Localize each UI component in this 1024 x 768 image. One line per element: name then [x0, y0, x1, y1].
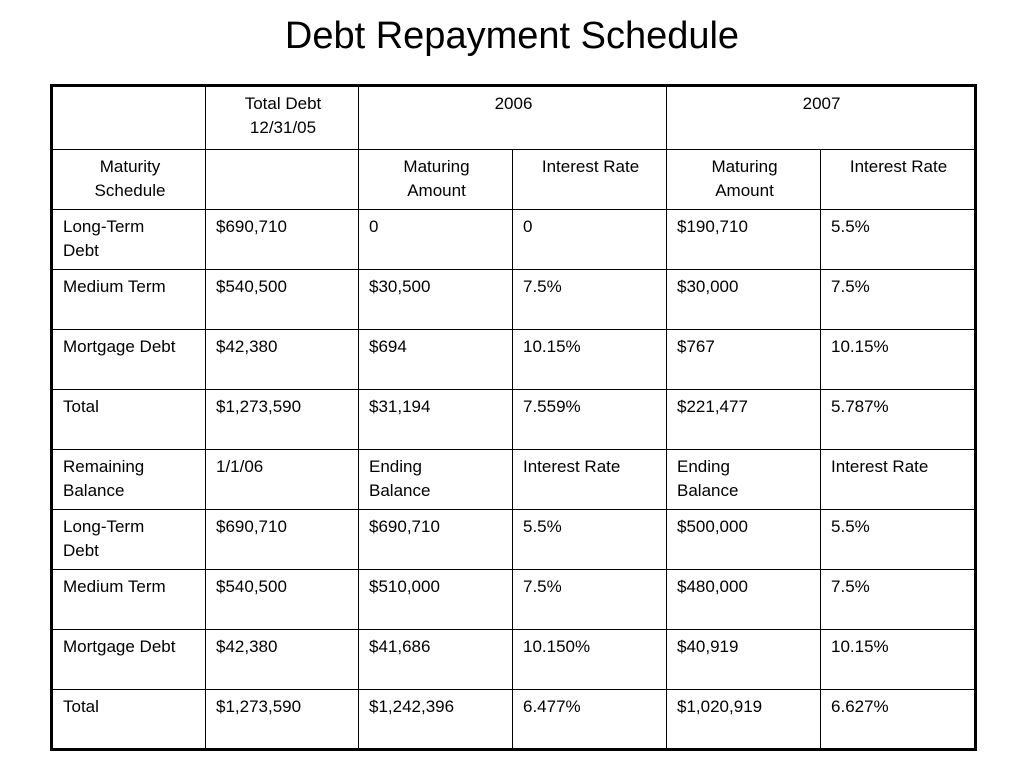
- table-row: [52, 570, 976, 630]
- empty-header-cell: [206, 150, 359, 210]
- row-label: Total: [52, 390, 206, 450]
- amount-2007-cell: $767: [667, 330, 821, 390]
- rate-2006-cell: 7.5%: [513, 270, 667, 330]
- total-debt-cell: $1,273,590: [206, 390, 359, 450]
- rate-2006-cell: 10.150%: [513, 630, 667, 690]
- slide-title: Debt Repayment Schedule: [284, 15, 740, 57]
- rate-2007-cell: 6.627%: [821, 690, 976, 750]
- rate-2006-cell: 6.477%: [513, 690, 667, 750]
- maturity-schedule-header: Maturity Schedule: [52, 150, 206, 210]
- total-debt-cell: $42,380: [206, 630, 359, 690]
- ending-2006-cell: $690,710: [359, 510, 513, 570]
- maturing-amount-2006-header: Maturing Amount: [359, 150, 513, 210]
- row-label: Mortgage Debt: [52, 330, 206, 390]
- table-row: [52, 390, 976, 450]
- maturing-amount-2007-header: Maturing Amount: [667, 150, 821, 210]
- ending-2007-cell: $40,919: [667, 630, 821, 690]
- total-debt-cell: $540,500: [206, 270, 359, 330]
- table-row: [52, 330, 976, 390]
- ending-2006-cell: $1,242,396: [359, 690, 513, 750]
- rate-2006-cell: 7.5%: [513, 570, 667, 630]
- total-debt-header: [206, 86, 359, 150]
- rate-2006-cell: 7.559%: [513, 390, 667, 450]
- total-debt-label: Total Debt: [244, 94, 322, 113]
- total-debt-cell: $690,710: [206, 510, 359, 570]
- rate-2007-cell: 10.15%: [821, 330, 976, 390]
- debt-repayment-table: [50, 84, 977, 751]
- rate-2006-cell: 5.5%: [513, 510, 667, 570]
- balance-header-row: [52, 450, 976, 510]
- amount-2006-cell: 0: [359, 210, 513, 270]
- total-debt-cell: $690,710: [206, 210, 359, 270]
- header-row-columns: [52, 150, 976, 210]
- ending-balance-2006-header: Ending Balance: [359, 450, 513, 510]
- remaining-balance-header: Remaining Balance: [52, 450, 206, 510]
- table-row: [52, 270, 976, 330]
- row-label: Long-Term Debt: [52, 510, 206, 570]
- balance-rate-2006-header: Interest Rate: [513, 450, 667, 510]
- year-2006-header: 2006: [359, 86, 667, 150]
- amount-2007-cell: $190,710: [667, 210, 821, 270]
- table-row: [52, 630, 976, 690]
- total-debt-cell: $1,273,590: [206, 690, 359, 750]
- rate-2007-cell: 7.5%: [821, 270, 976, 330]
- ending-2006-cell: $41,686: [359, 630, 513, 690]
- table-row: [52, 510, 976, 570]
- year-2007-header: 2007: [667, 86, 976, 150]
- interest-rate-2006-header: Interest Rate: [513, 150, 667, 210]
- header-row-years: [52, 86, 976, 150]
- row-label: Mortgage Debt: [52, 630, 206, 690]
- rate-2007-cell: 5.5%: [821, 510, 976, 570]
- ending-balance-2007-header: Ending Balance: [667, 450, 821, 510]
- row-label: Medium Term: [52, 570, 206, 630]
- row-label: Medium Term: [52, 270, 206, 330]
- amount-2007-cell: $221,477: [667, 390, 821, 450]
- amount-2006-cell: $694: [359, 330, 513, 390]
- corner-cell: [52, 86, 206, 150]
- rate-2007-cell: 10.15%: [821, 630, 976, 690]
- ending-2007-cell: $500,000: [667, 510, 821, 570]
- amount-2006-cell: $30,500: [359, 270, 513, 330]
- total-debt-cell: $540,500: [206, 570, 359, 630]
- table-row: [52, 210, 976, 270]
- rate-2007-cell: 7.5%: [821, 570, 976, 630]
- total-debt-cell: $42,380: [206, 330, 359, 390]
- amount-2007-cell: $30,000: [667, 270, 821, 330]
- balance-rate-2007-header: Interest Rate: [821, 450, 976, 510]
- rate-2006-cell: 10.15%: [513, 330, 667, 390]
- ending-2007-cell: $480,000: [667, 570, 821, 630]
- ending-2006-cell: $510,000: [359, 570, 513, 630]
- interest-rate-2007-header: Interest Rate: [821, 150, 976, 210]
- row-label: Total: [52, 690, 206, 750]
- amount-2006-cell: $31,194: [359, 390, 513, 450]
- row-label: Long-Term Debt: [52, 210, 206, 270]
- balance-date-header: 1/1/06: [206, 450, 359, 510]
- rate-2007-cell: 5.5%: [821, 210, 976, 270]
- table-row: [52, 690, 976, 750]
- total-debt-date: 12/31/05: [249, 118, 317, 137]
- rate-2007-cell: 5.787%: [821, 390, 976, 450]
- rate-2006-cell: 0: [513, 210, 667, 270]
- ending-2007-cell: $1,020,919: [667, 690, 821, 750]
